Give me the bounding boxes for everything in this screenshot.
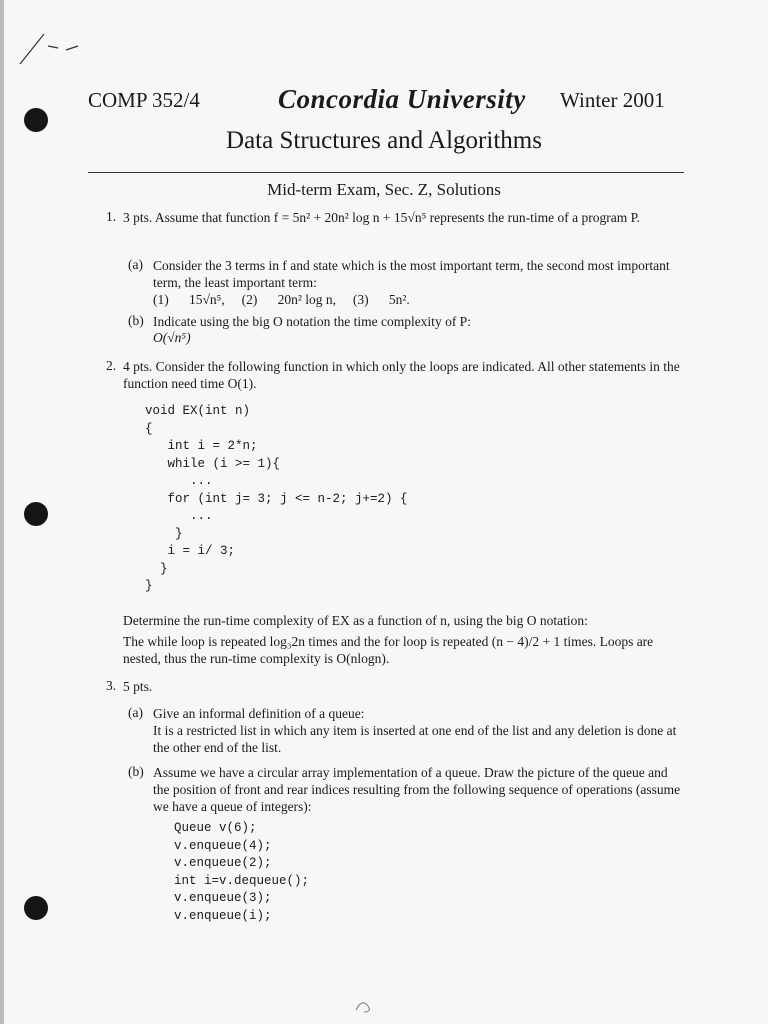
university-name: Concordia University (278, 84, 526, 114)
q1a-answer: (1) 15√n⁵, (2) 20n² log n, (3) 5n². (153, 292, 410, 307)
q2-number: 2. (106, 358, 117, 373)
q2-text: 4 pts. Consider the following function in which only the loops are indicated. All other statements in the function need time O(1). (123, 359, 680, 391)
q1a-label: (a) (128, 257, 143, 272)
pencil-mark (18, 28, 88, 68)
q3b-text: Assume we have a circular array implementation of a queue. Draw the picture of the queue and the position of front and rear indices resulting from the following sequence of operations (assume we have a queue of integers): (153, 765, 681, 814)
header-rule (88, 172, 684, 173)
q1-number: 1. (106, 209, 117, 224)
exam-subtitle: Mid-term Exam, Sec. Z, Solutions (267, 180, 501, 199)
course-code: COMP 352/4 (88, 88, 200, 112)
q1a-text: Consider the 3 terms in f and state which is the most important term, the second most important term, the least important term: (153, 258, 670, 290)
q2-question: Determine the run-time complexity of EX as a function of n, using the big O notation: (123, 613, 588, 628)
q1b-text: Indicate using the big O notation the time complexity of P: (153, 314, 471, 329)
q3-number: 3. (106, 678, 117, 693)
q3-code: Queue v(6); v.enqueue(4); v.enqueue(2); int i=v.dequeue(); v.enqueue(3); v.enqueue(i); (174, 821, 310, 923)
q1b-answer: O(√n⁵) (153, 330, 191, 345)
page-footer-mark (352, 996, 376, 1016)
term-label: Winter 2001 (560, 88, 665, 112)
punch-hole-middle (24, 502, 48, 526)
q3a-label: (a) (128, 705, 143, 720)
q2-code: void EX(int n) { int i = 2*n; while (i >= 1){ ... for (int j= 3; j <= n-2; j+=2) { ... } i = i/ 3; } } (145, 404, 408, 593)
q3a-text: Give an informal definition of a queue: (153, 706, 365, 721)
q2-answer: The while loop is repeated log₃2n times and the for loop is repeated (n − 4)/2 + 1 times. Loops are nested, thus the run-time complexity is O(nlogn). (123, 634, 654, 666)
q3b-label: (b) (128, 764, 144, 779)
q3-text: 5 pts. (123, 679, 153, 694)
q1-text: 3 pts. Assume that function f = 5n² + 20n² log n + 15√n⁵ represents the run-time of a program P. (123, 210, 640, 225)
punch-hole-bottom (24, 896, 48, 920)
page-title: Data Structures and Algorithms (226, 127, 542, 154)
q3a-answer: It is a restricted list in which any item is inserted at one end of the list and any deletion is done at the other end of the list. (153, 723, 677, 755)
q1b-label: (b) (128, 313, 144, 328)
